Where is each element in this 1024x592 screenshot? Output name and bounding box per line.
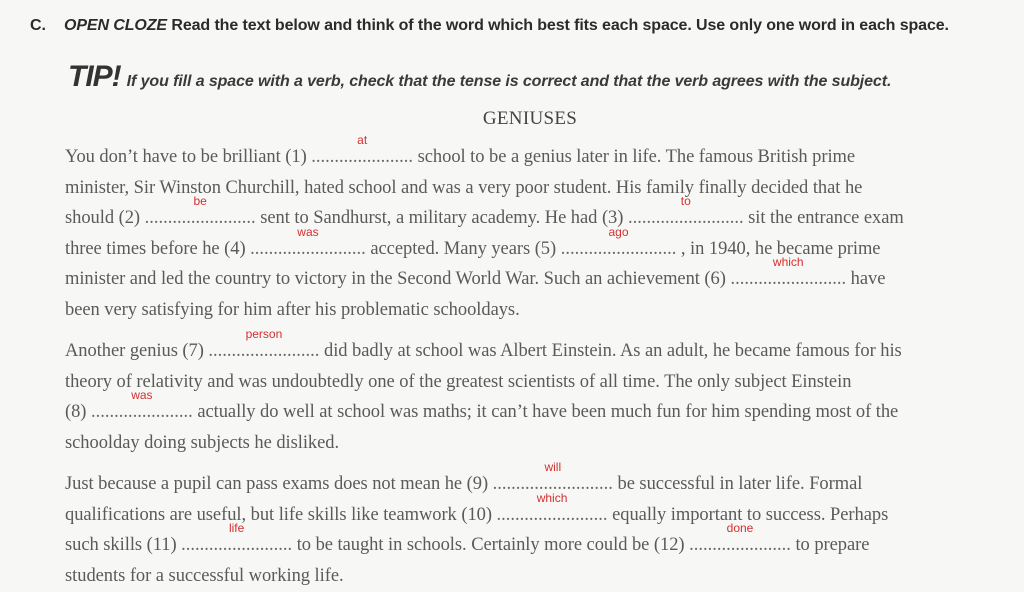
instructions bbox=[30, 17, 1020, 35]
gap-8[interactable] bbox=[91, 388, 193, 428]
text-title: GENIUSES bbox=[482, 108, 578, 129]
gap-10[interactable] bbox=[496, 490, 608, 531]
text-segment: three times before he (4) bbox=[65, 238, 251, 259]
text-segment: Just because a pupil can pass exams does not mean he (9) bbox=[65, 474, 493, 494]
text-segment: schoolday doing subjects he disliked. bbox=[65, 432, 340, 453]
text-segment: minister and led the country to victory in the Second World War. Such an achievement (6) bbox=[65, 269, 731, 289]
gap-dots: ......................... bbox=[627, 208, 744, 228]
tip-text: If you fill a space with a verb, check that the tense is correct and that the verb agrees with the subject. bbox=[126, 73, 892, 90]
paragraph-3 bbox=[65, 460, 889, 591]
text-line bbox=[65, 561, 888, 592]
answer-1: at bbox=[357, 133, 368, 147]
gap-dots: ........................ bbox=[181, 535, 293, 555]
text-segment: to be taught in schools. Certainly more could be (12) bbox=[292, 535, 690, 555]
gap-dots: .......................... bbox=[492, 474, 613, 494]
text-segment: such skills (11) bbox=[65, 535, 182, 555]
tip-label: TIP! bbox=[68, 60, 121, 93]
text-segment: actually do well at school was maths; it can’t have been much fun for him spending most of the bbox=[192, 402, 899, 422]
answer-2: be bbox=[193, 194, 207, 208]
text-line bbox=[65, 255, 904, 295]
answer-7: person bbox=[245, 327, 283, 341]
text-segment: equally important to success. Perhaps bbox=[607, 504, 889, 525]
answer-12: done bbox=[726, 521, 754, 535]
text-segment: students for a successful working life. bbox=[65, 565, 344, 586]
gap-dots: ...................... bbox=[91, 402, 193, 422]
text-segment: theory of relativity and was undoubtedly one of the greatest scientists of all time. The only subject Einstein bbox=[65, 371, 852, 392]
gap-dots: ...................... bbox=[311, 147, 414, 167]
text-segment: You don’t have to be brilliant (1) bbox=[65, 147, 312, 167]
text-line bbox=[65, 327, 902, 367]
text-line bbox=[65, 521, 888, 561]
text-line bbox=[65, 460, 888, 500]
text-segment: should (2) bbox=[65, 208, 145, 228]
paragraph-1 bbox=[65, 133, 904, 325]
text-segment: accepted. Many years (5) bbox=[365, 238, 561, 259]
text-segment: have bbox=[846, 269, 886, 289]
gap-dots: ......................... bbox=[250, 238, 366, 259]
gap-7[interactable] bbox=[208, 327, 320, 367]
section-letter: C. bbox=[30, 17, 46, 34]
gap-dots: ........................ bbox=[208, 341, 320, 361]
gap-6[interactable] bbox=[730, 255, 847, 295]
text-segment: be successful in later life. Formal bbox=[612, 474, 863, 494]
gap-5[interactable] bbox=[560, 224, 677, 265]
text-line bbox=[65, 133, 904, 173]
answer-10: which bbox=[536, 490, 568, 505]
text-segment: did badly at school was Albert Einstein. As an adult, he became famous for his bbox=[319, 341, 902, 361]
text-line bbox=[65, 428, 902, 459]
text-segment: been very satisfying for him after his problematic schooldays. bbox=[65, 299, 520, 320]
gap-dots: ...................... bbox=[689, 535, 791, 555]
text-segment: Another genius (7) bbox=[65, 341, 209, 361]
text-segment: (8) bbox=[65, 402, 91, 422]
text-segment: sent to Sandhurst, a military academy. He had (3) bbox=[255, 208, 628, 228]
answer-9: will bbox=[544, 460, 562, 474]
text-segment: school to be a genius later in life. The famous British prime bbox=[413, 147, 856, 167]
answer-4: was bbox=[297, 224, 319, 239]
text-segment: , in 1940, he became prime bbox=[676, 238, 881, 259]
gap-1[interactable] bbox=[311, 133, 414, 173]
text-line bbox=[65, 295, 904, 326]
text-segment: qualifications are useful, but life skills like teamwork (10) bbox=[65, 504, 497, 525]
answer-3: to bbox=[680, 194, 691, 208]
answer-5: ago bbox=[608, 224, 629, 239]
answer-11: life bbox=[228, 521, 245, 535]
text-segment: sit the entrance exam bbox=[743, 208, 904, 228]
text-line bbox=[65, 194, 904, 234]
gap-11[interactable] bbox=[181, 521, 293, 561]
text-segment: minister, Sir Winston Churchill, hated school and was a very poor student. His family finally decided that he bbox=[65, 177, 863, 198]
paragraph-2 bbox=[65, 327, 902, 458]
exercise-heading: OPEN CLOZE bbox=[64, 17, 168, 34]
gap-2[interactable] bbox=[144, 194, 256, 234]
gap-4[interactable] bbox=[250, 224, 366, 265]
text-segment: to prepare bbox=[790, 535, 870, 555]
text-line bbox=[65, 388, 902, 428]
answer-6: which bbox=[772, 255, 804, 269]
gap-dots: ......................... bbox=[560, 238, 677, 259]
gap-dots: ........................ bbox=[144, 208, 256, 228]
gap-dots: ......................... bbox=[730, 269, 847, 289]
gap-12[interactable] bbox=[689, 521, 791, 561]
tip-box bbox=[68, 60, 1018, 94]
answer-8: was bbox=[131, 388, 153, 402]
instructions-text: Read the text below and think of the word which best fits each space. Use only one word in each space. bbox=[171, 17, 949, 34]
gap-dots: ........................ bbox=[496, 504, 608, 525]
